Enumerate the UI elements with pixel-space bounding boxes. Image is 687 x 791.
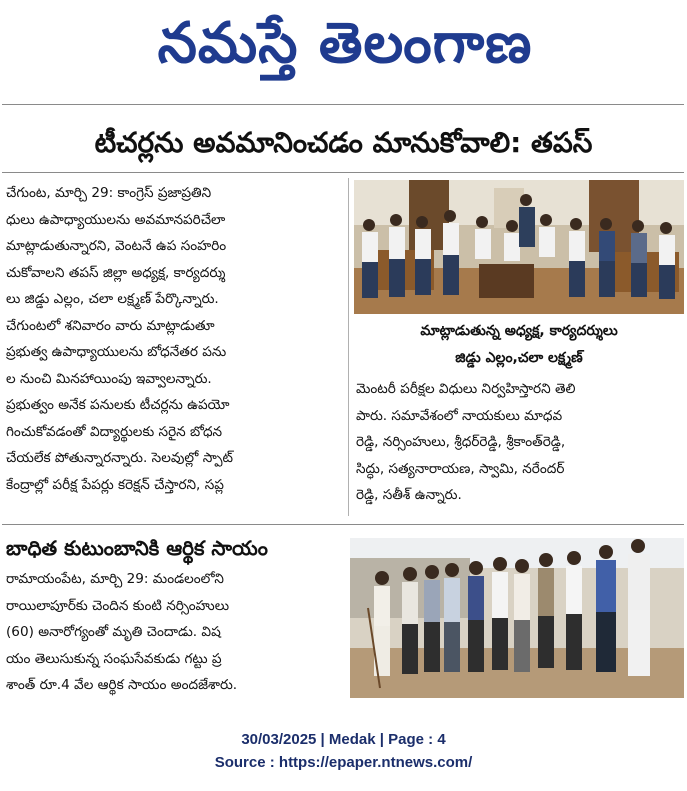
article2-body: [6, 566, 346, 699]
text-line: కేంద్రాల్లో పరీక్ష పేపర్లు కరెక్షన్ చేస్తారని, సప్ల: [6, 476, 224, 493]
article1-photo: [354, 180, 684, 314]
text-line: (60) అనారోగ్యంతో మృతి చెందాడు. విష: [6, 624, 221, 640]
text-line: చేయలేక పోతున్నారన్నారు. సెలవుల్లో స్పాట్: [6, 450, 234, 466]
footer-source: Source : https://epaper.ntnews.com/: [214, 754, 473, 771]
text-line: మాట్లాడుతున్నారని, వెంటనే ఉప సంహరిం: [6, 238, 227, 254]
caption-line: జిడ్డు ఎల్లం,చలా లక్ష్మణ్: [455, 350, 583, 366]
text-line: రాయిలాపూర్‌కు చెందిన కుంటి నర్సింహులు: [6, 597, 230, 614]
text-line: ప్రభుత్వ ఉపాధ్యాయులను బోధనేతర పను: [6, 344, 227, 360]
headline-rule: [2, 172, 684, 173]
article1-photo-caption: [354, 318, 684, 372]
article1-body-right: [356, 376, 684, 509]
top-rule: [2, 104, 684, 105]
text-line: చేగుంటలో శనివారం వారు మాట్లాడుతూ: [6, 317, 215, 334]
masthead-logo: నమస్తే తెలంగాణ: [157, 10, 533, 76]
caption-line: మాట్లాడుతున్న అధ్యక్ష, కార్యదర్శులు: [420, 323, 618, 339]
text-line: రెడ్డి, సతీశ్ ఉన్నారు.: [356, 487, 462, 503]
text-line: రెడ్డి, నర్సింహులు, శ్రీధర్‌రెడ్డి, శ్రీకాంత్‌రెడ్డి,: [356, 434, 566, 450]
masthead: [0, 0, 687, 88]
article2-headline: బాధిత కుటుంబానికి ఆర్థిక సాయం: [6, 536, 268, 560]
footer-date-page: 30/03/2025 | Medak | Page : 4: [241, 731, 446, 748]
text-line: యం తెలుసుకున్న సంఘసేవకుడు గట్టు ప్ర: [6, 650, 222, 667]
text-line: చుకోవాలని తపస్ జిల్లా అధ్యక్ష, కార్యదర్శు: [6, 264, 226, 281]
footer: [0, 728, 687, 774]
article-divider: [2, 524, 684, 525]
column-divider: [348, 178, 349, 516]
text-line: ప్రభుత్వం అనేక పనులకు టీచర్లను ఉపయో: [6, 397, 230, 413]
article1-headline: టీచర్లను అవమానించడం మానుకోవాలి: తపస్: [94, 126, 593, 159]
text-line: లు జిడ్డు ఎల్లం, చలా లక్ష్మణ్ పేర్కొన్నారు.: [6, 291, 219, 307]
text-line: శాంత్ రూ.4 వేల ఆర్థిక సాయం అందజేశారు.: [6, 677, 238, 693]
article2-photo: [350, 538, 684, 698]
text-line: ల నుంచి మినహాయింపు ఇవ్వాలన్నారు.: [6, 370, 212, 387]
text-line: మెంటరీ పరీక్షల విధులు నిర్వహిస్తారని తెలి: [356, 381, 576, 397]
text-line: ధులు ఉపాధ్యాయులను అవమానపరిచేలా: [6, 211, 226, 228]
text-line: రామాయంపేట, మార్చి 29: మండలంలోని: [6, 571, 224, 587]
text-line: సిద్ధు, సత్యనారాయణ, స్వామి, నరేందర్: [356, 460, 565, 477]
article1-body-left: [6, 180, 346, 498]
text-line: చేగుంట, మార్చి 29: కాంగ్రెస్ ప్రజాప్రతిని: [6, 185, 212, 201]
text-line: గించుకోవడంతో విద్యార్థులకు సరైన బోధన: [6, 423, 223, 440]
text-line: పారు. సమావేశంలో నాయకులు మాధవ: [356, 407, 563, 424]
